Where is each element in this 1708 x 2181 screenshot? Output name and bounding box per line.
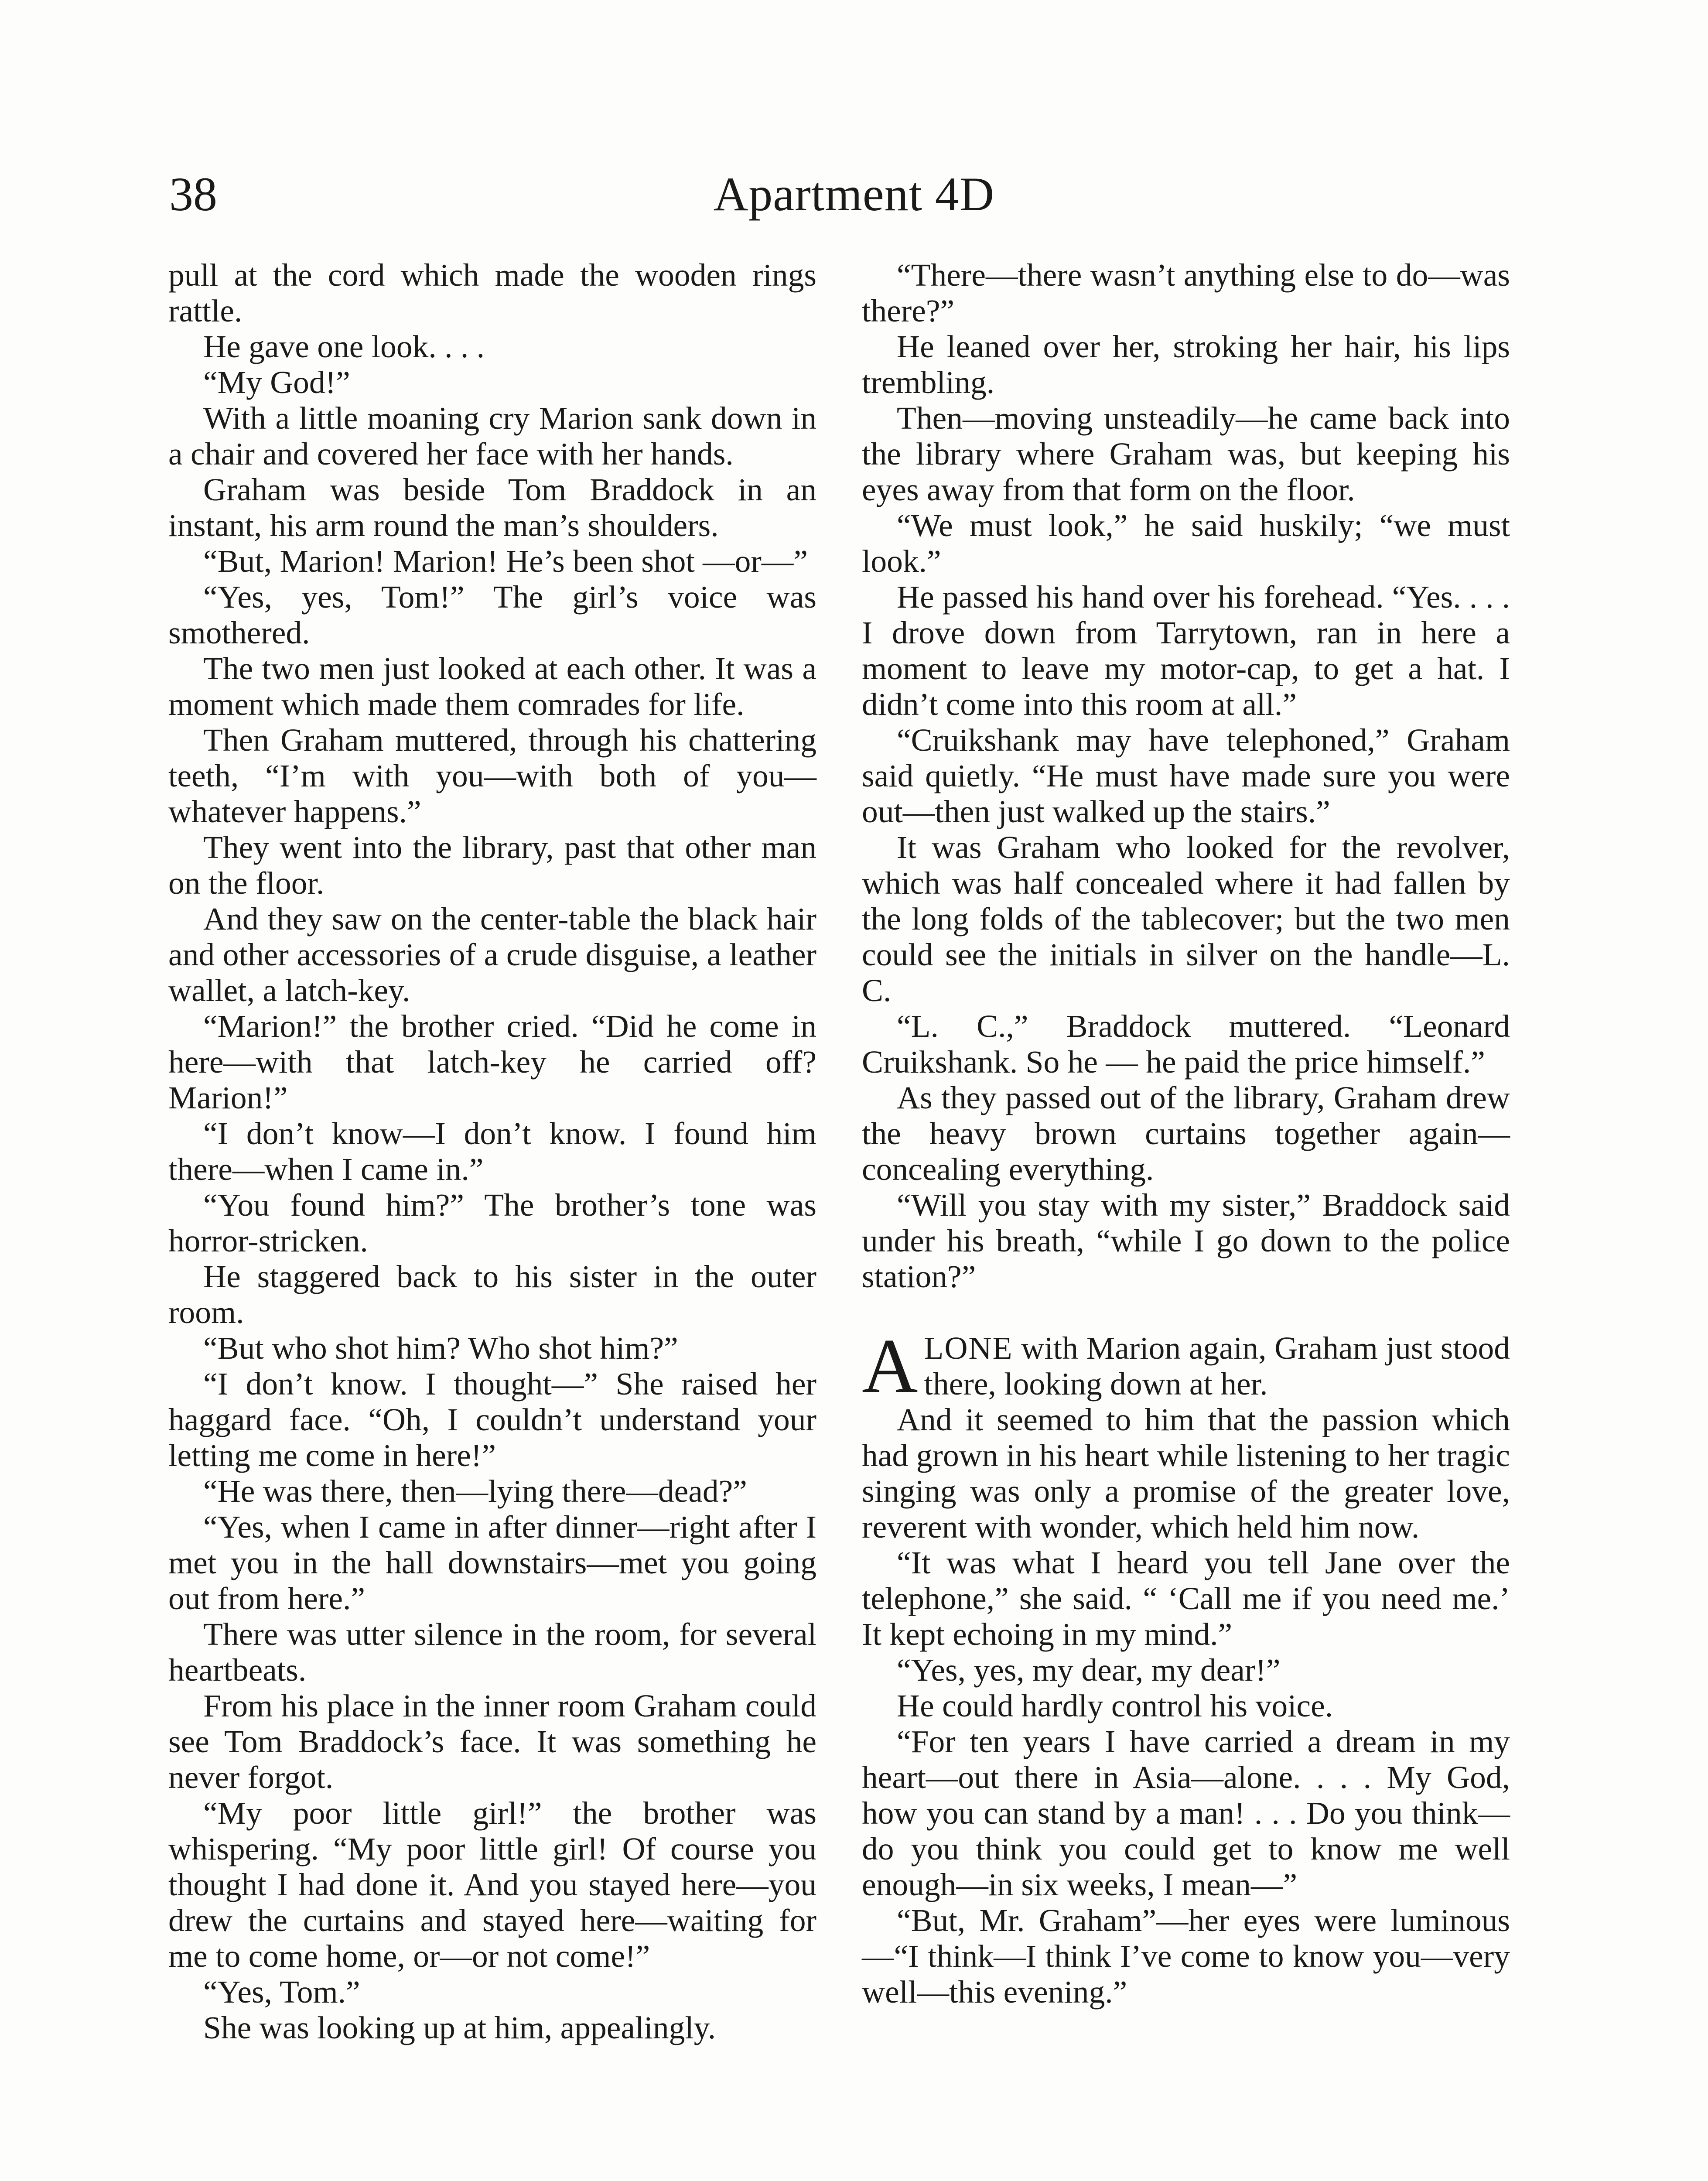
paragraph: pull at the cord which made the wooden rings rattle.: [168, 257, 816, 328]
paragraph: He could hardly control his voice.: [897, 1688, 1333, 1723]
left-column: [168, 257, 816, 2046]
paragraph: And they saw on the center-table the black hair and other accessories of a crude disguise, a leather wallet, a latch-key.: [168, 901, 816, 1008]
paragraph: He leaned over her, stroking her hair, his lips trembling.: [862, 329, 1510, 400]
paragraph: “Yes, when I came in after dinner—right after I met you in the hall downstairs—met you going out from here.”: [168, 1509, 816, 1616]
opening-text: with Marion again, Graham just stood there, looking down at her.: [924, 1330, 1510, 1402]
paragraph: “He was there, then—lying there—dead?”: [203, 1473, 747, 1509]
paragraph: “We must look,” he said huskily; “we must look.”: [862, 508, 1510, 579]
paragraph: “I don’t know—I don’t know. I found him there—when I came in.”: [168, 1116, 816, 1187]
drop-cap: A: [862, 1323, 918, 1409]
paragraph: And it seemed to him that the passion which had grown in his heart while listening to her tragic singing was only a promise of the greater love, reverent with wonder, which held him now.: [862, 1402, 1510, 1545]
paragraph: “There—there wasn’t anything else to do—was there?”: [862, 257, 1510, 328]
paragraph: They went into the library, past that other man on the floor.: [168, 830, 816, 901]
paragraph: “But, Mr. Graham”—her eyes were luminous—“I think—I think I’ve come to know you—very well—this evening.”: [862, 1903, 1510, 2010]
paragraph: He staggered back to his sister in the outer room.: [168, 1259, 816, 1330]
paragraph: “I don’t know. I thought—” She raised her haggard face. “Oh, I couldn’t understand your letting me come in here!”: [168, 1366, 816, 1473]
paragraph: It was Graham who looked for the revolver, which was half concealed where it had fallen by the long folds of the tablecover; but the two men could see the initials in silver on the handle—L. C.: [862, 830, 1510, 1008]
paragraph: The two men just looked at each other. It was a moment which made them comrades for life.: [168, 651, 816, 722]
paragraph: “For ten years I have carried a dream in my heart—out there in Asia—alone. . . . My God, how you can stand by a man! . . . Do you think—do you think you could get to know me well enough—in six weeks, I mean—”: [862, 1724, 1510, 1902]
paragraph: Graham was beside Tom Braddock in an instant, his arm round the man’s shoulders.: [168, 472, 816, 543]
paragraph: “You found him?” The brother’s tone was horror-stricken.: [168, 1187, 816, 1258]
paragraph: He passed his hand over his forehead. “Yes. . . . I drove down from Tarrytown, ran in here a moment to leave my motor-cap, to get a hat. I didn’t come into this room at all.”: [862, 579, 1510, 722]
paragraph: As they passed out of the library, Graham drew the heavy brown curtains together again—concealing everything.: [862, 1080, 1510, 1187]
running-title: Apartment 4D: [713, 168, 995, 221]
paragraph: “Will you stay with my sister,” Braddock said under his breath, “while I go down to the police station?”: [862, 1187, 1510, 1294]
paragraph: Then—moving unsteadily—he came back into the library where Graham was, but keeping his eyes away from that form on the floor.: [862, 400, 1510, 507]
paragraph: “My poor little girl!” the brother was whispering. “My poor little girl! Of course you thought I had done it. And you stayed here—you drew the curtains and stayed here—waiting for me to come home, or—or not come!”: [168, 1795, 816, 1974]
paragraph: She was looking up at him, appealingly.: [203, 2010, 716, 2045]
section-opening: [862, 1323, 1510, 1409]
paragraph: “Yes, Tom.”: [203, 1974, 360, 2010]
paragraph: “Yes, yes, Tom!” The girl’s voice was smothered.: [168, 579, 816, 650]
paragraph: “My God!”: [203, 365, 350, 400]
paragraph: “L. C.,” Braddock muttered. “Leonard Cruikshank. So he — he paid the price himself.”: [862, 1008, 1510, 1080]
paragraph: “Yes, yes, my dear, my dear!”: [897, 1652, 1281, 1688]
paragraph: There was utter silence in the room, for several heartbeats.: [168, 1617, 816, 1688]
paragraph: “Marion!” the brother cried. “Did he come in here—with that latch-key he carried off? Marion!”: [168, 1008, 816, 1115]
paragraph: “It was what I heard you tell Jane over the telephone,” she said. “ ‘Call me if you need me.’ It kept echoing in my mind.”: [862, 1545, 1510, 1652]
page-header: [0, 161, 1708, 227]
right-column: [862, 257, 1510, 2010]
page-number: 38: [169, 168, 217, 221]
paragraph: With a little moaning cry Marion sank down in a chair and covered her face with her hands.: [168, 400, 816, 472]
paragraph: “But, Marion! Marion! He’s been shot —or—”: [203, 544, 808, 579]
paragraph: “But who shot him? Who shot him?”: [203, 1330, 678, 1366]
paragraph: From his place in the inner room Graham could see Tom Braddock’s face. It was something he never forgot.: [168, 1688, 816, 1795]
opening-small-caps: LONE: [924, 1330, 1013, 1366]
paragraph: “Cruikshank may have telephoned,” Graham said quietly. “He must have made sure you were out—then just walked up the stairs.”: [862, 722, 1510, 829]
paragraph: Then Graham muttered, through his chattering teeth, “I’m with you—with both of you—whatever happens.”: [168, 722, 816, 829]
paragraph: He gave one look. . . .: [203, 329, 485, 364]
